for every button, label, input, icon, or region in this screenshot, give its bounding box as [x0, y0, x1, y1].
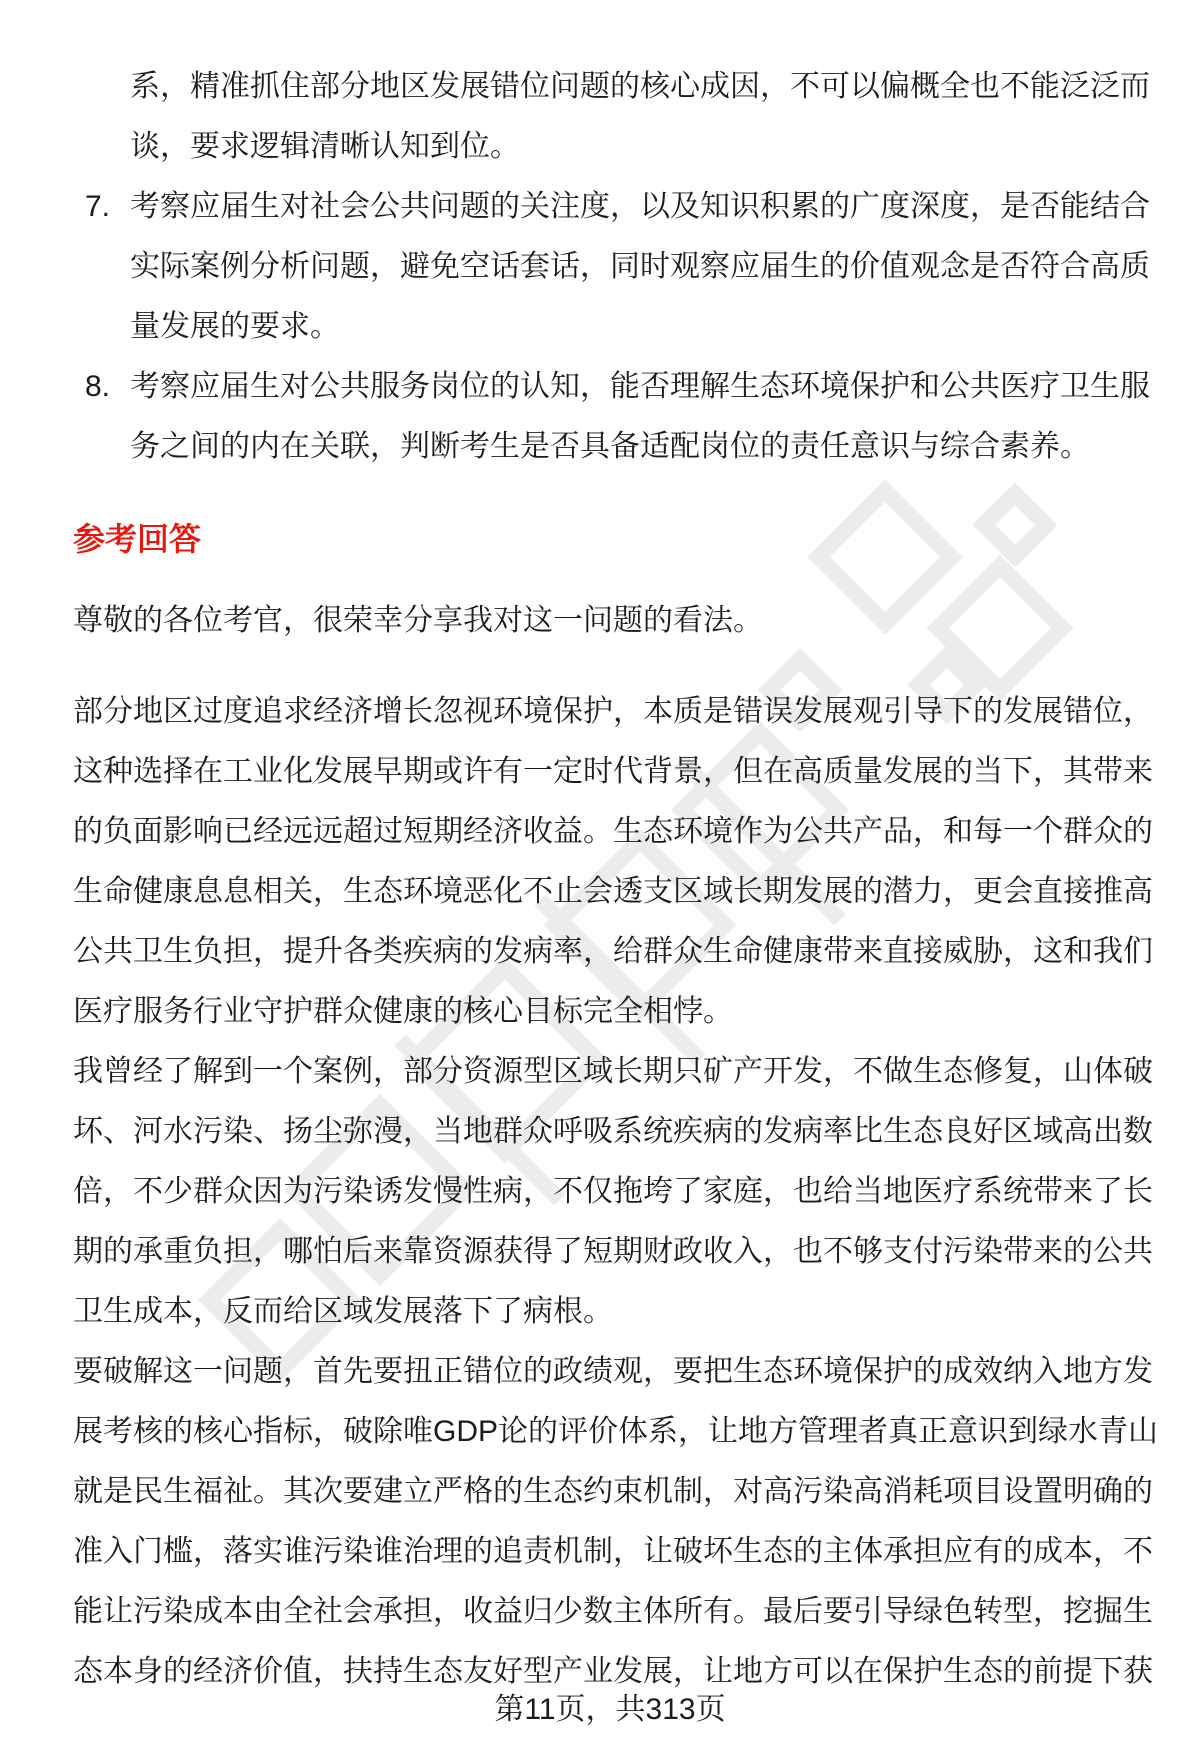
list-item-text: 考察应届生对公共服务岗位的认知，能否理解生态环境保护和公共医疗卫生服务之间的内在关联，判断考生是否具备适配岗位的责任意识与综合素养。	[130, 370, 1150, 463]
body-paragraph-greeting: 尊敬的各位考官，很荣幸分享我对这一问题的看法。	[73, 604, 763, 637]
answer-heading: 参考回答	[73, 521, 202, 557]
body-paragraph-analysis: 部分地区过度追求经济增长忽视环境保护，本质是错误发展观引导下的发展错位，这种选择在工业化发展早期或许有一定时代背景，但在高质量发展的当下，其带来的负面影响已经远远超过短期经济收益。生态环境作为公共产品，和每一个群众的生命健康息息相关，生态环境恶化不止会透支区域长期发展的潜力，更会直接推高公共卫生负担，提升各类疾病的发病率，给群众生命健康带来直接威胁，这和我们医疗服务行业守护群众健康的核心目标完全相悖。	[73, 695, 1153, 1028]
list-item-text: 考察应届生对社会公共问题的关注度，以及知识积累的广度深度，是否能结合实际案例分析问题，避免空话套话，同时观察应届生的价值观念是否符合高质量发展的要求。	[130, 190, 1150, 343]
page-footer: 第11页，共313页	[494, 1693, 726, 1726]
body-paragraph-solution: 要破解这一问题，首先要扭正错位的政绩观，要把生态环境保护的成效纳入地方发展考核的核心指标，破除唯GDP论的评价体系，让地方管理者真正意识到绿水青山就是民生福祉。其次要建立严格的生态约束机制，对高污染高消耗项目设置明确的准入门槛，落实谁污染谁治理的追责机制，让破坏生态的主体承担应有的成本，不能让污染成本由全社会承担，收益归少数主体所有。最后要引导绿色转型，挖掘生态本身的经济价值，扶持生态友好型产业发展，让地方可以在保护生态的前提下获	[73, 1355, 1159, 1688]
list-item-7	[85, 177, 1155, 357]
body-paragraph-case: 我曾经了解到一个案例，部分资源型区域长期只矿产开发，不做生态修复，山体破坏、河水污染、扬尘弥漫，当地群众呼吸系统疾病的发病率比生态良好区域高出数倍，不少群众因为污染诱发慢性病，不仅拖垮了家庭，也给当地医疗系统带来了长期的承重负担，哪怕后来靠资源获得了短期财政收入，也不够支付污染带来的公共卫生成本，反而给区域发展落下了病根。	[73, 1055, 1153, 1328]
list-item-8	[85, 357, 1155, 477]
list-item-number: 7.	[85, 190, 111, 223]
continuation-paragraph: 系，精准抓住部分地区发展错位问题的核心成因，不可以偏概全也不能泛泛而谈，要求逻辑清晰认知到位。	[130, 70, 1150, 163]
list-item-number: 8.	[85, 370, 111, 403]
